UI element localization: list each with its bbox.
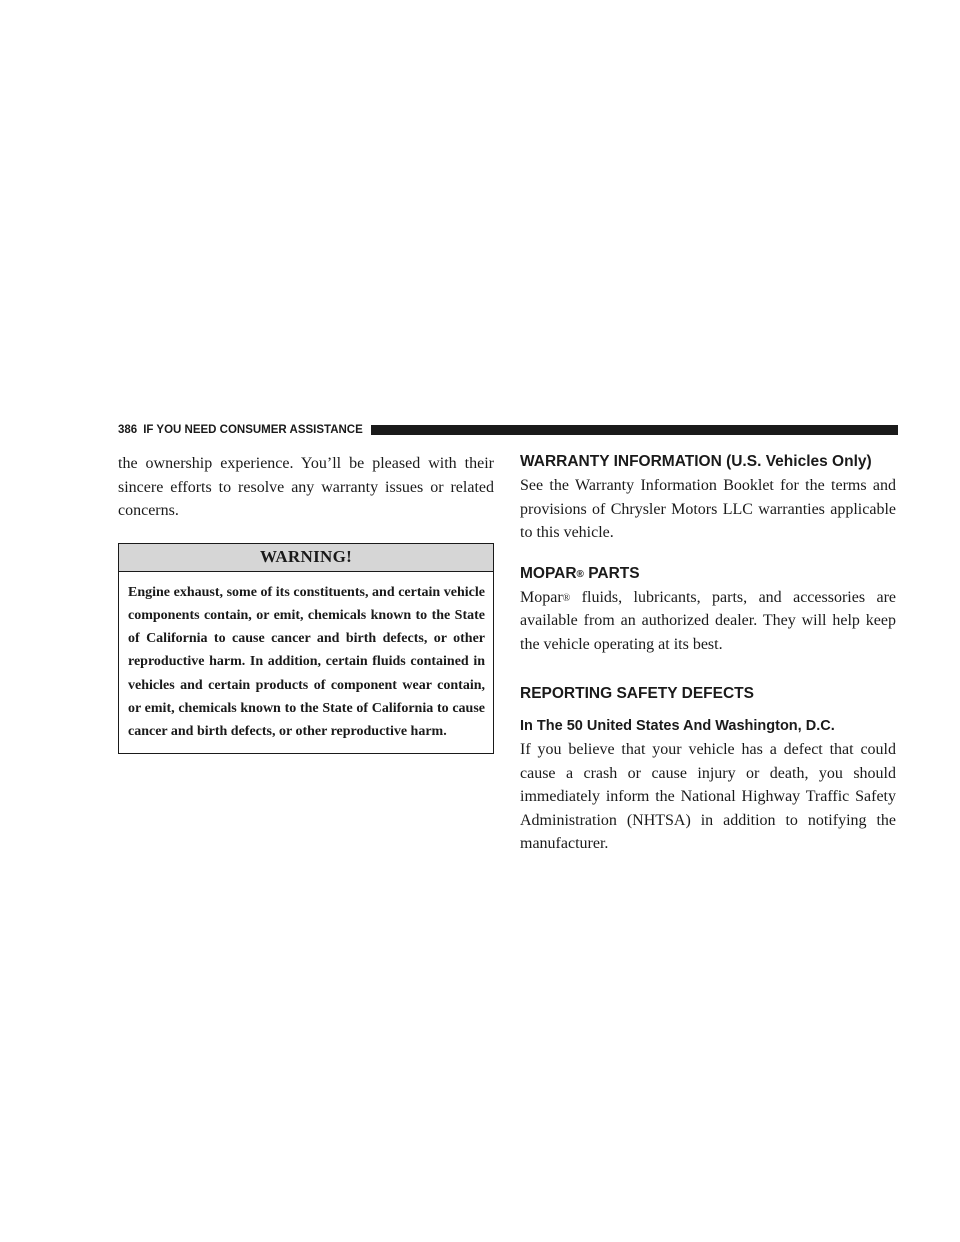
warranty-paragraph: See the Warranty Information Booklet for the terms and provisions of Chrysler Motors LLC warranties applicable to this vehicle. (520, 477, 896, 541)
header-rule (371, 425, 898, 435)
section-title: IF YOU NEED CONSUMER ASSISTANCE (143, 424, 363, 436)
page-header (118, 421, 898, 439)
warning-box (118, 543, 494, 754)
registered-mark: ® (576, 568, 584, 580)
warranty-heading: WARRANTY INFORMATION (U.S. Vehicles Only) (520, 453, 872, 470)
right-column (520, 452, 896, 856)
left-column (118, 452, 494, 754)
warning-text: Engine exhaust, some of its constituents, and certain vehicle components contain, or emit, chemicals known to the State of California to cause cancer and birth defects, or other reproductive harm. In addition, certain fluids contained in vehicles and certain products of component wear contain, or emit, chemicals known to the State of California to cause cancer and birth defects, or other reproductive harm. (128, 584, 485, 740)
mopar-heading: MOPAR® PARTS (520, 564, 640, 582)
registered-mark: ® (562, 592, 571, 604)
warning-title: WARNING! (119, 544, 493, 572)
continued-paragraph: the ownership experience. You’ll be pleased with their sincere efforts to resolve any warranty issues or related concerns. (118, 455, 494, 519)
safety-heading: REPORTING SAFETY DEFECTS (520, 685, 754, 702)
page-number: 386 (118, 424, 138, 436)
us-paragraph: If you believe that your vehicle has a defect that could cause a crash or cause injury or death, you should immediately inform the National Highway Traffic Safety Administration (NHTSA) in addition to notifying the manufacturer. (520, 741, 896, 852)
us-subheading: In The 50 United States And Washington, D.C. (520, 718, 835, 734)
mopar-paragraph: Mopar® fluids, lubricants, parts, and accessories are available from an authorized dealer. They will help keep the vehicle operating at its best. (520, 588, 896, 653)
